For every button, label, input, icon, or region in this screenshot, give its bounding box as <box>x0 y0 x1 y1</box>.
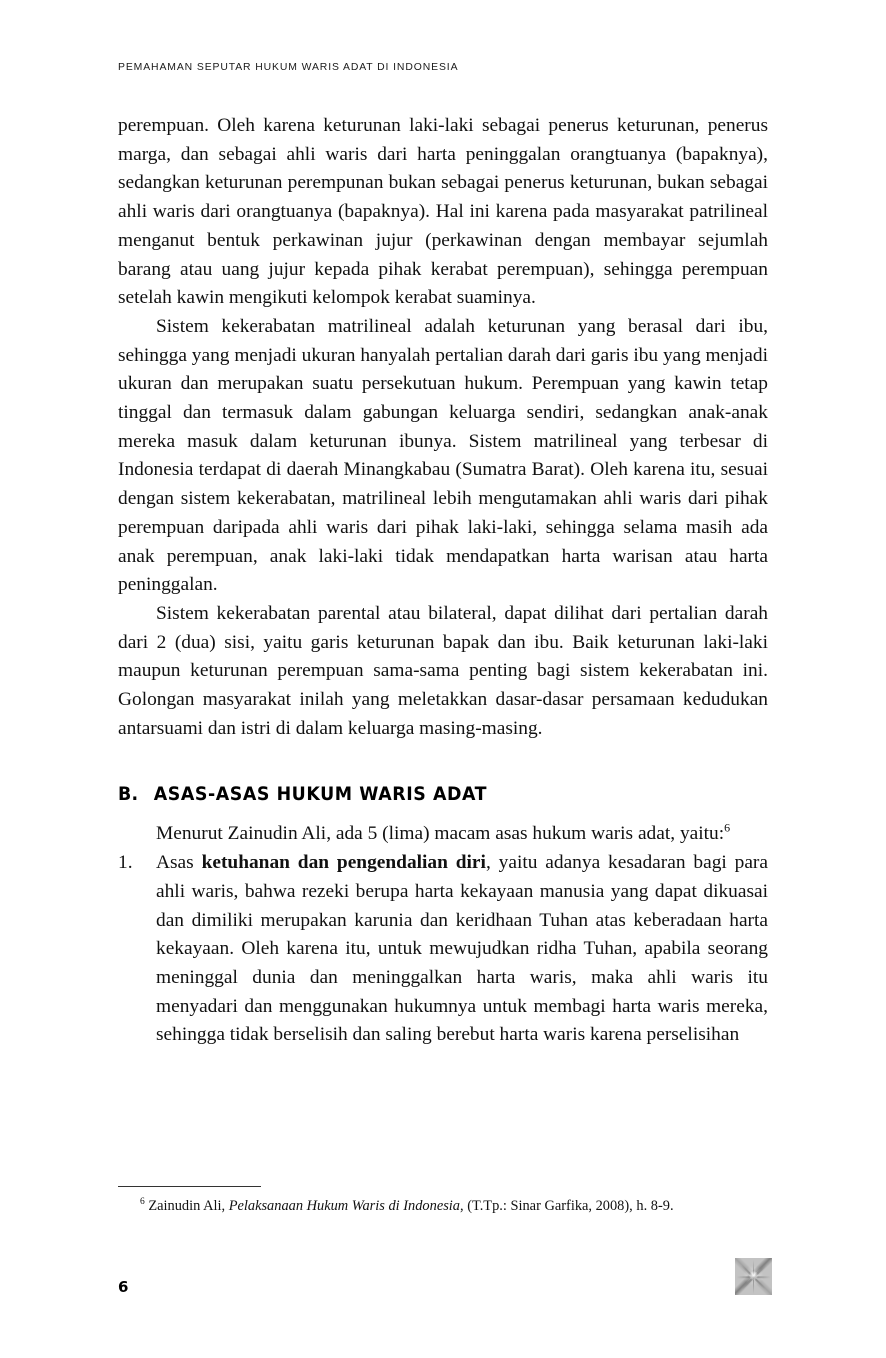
section-letter: B. <box>118 784 139 806</box>
list-item-body: , yaitu adanya kesadaran bagi para ahli waris, bahwa rezeki berupa harta kekayaan manusia yang dapat dikuasai dan dimiliki merupakan karunia dan keridhaan Tuhan atas keberadaan harta kekayaan. Oleh karena itu, untuk mewujudkan ridha Tuhan, apabila seorang meninggal dunia dan meninggalkan harta waris, maka ahli waris itu menyadari dan menggunakan hukumnya untuk membagi harta waris mereka, sehingga tidak berselisih dan saling berebut harta waris karena perselisihan <box>156 852 769 1046</box>
section-title: ASAS-ASAS HUKUM WARIS ADAT <box>153 784 488 806</box>
page-number: 6 <box>118 1278 129 1296</box>
section-intro-paragraph <box>118 805 768 849</box>
footnote-reference-marker: 6 <box>724 821 731 835</box>
section-intro-text: Menurut Zainudin Ali, ada 5 (lima) macam asas hukum waris adat, yaitu: <box>156 823 725 845</box>
footnote-number: 6 <box>140 1197 145 1208</box>
footnote-block <box>118 1186 768 1217</box>
footnote-separator-rule <box>118 1186 261 1187</box>
paragraph-patrilineal: perempuan. Oleh karena keturunan laki-laki sebagai penerus keturunan, penerus marga, dan sebagai ahli waris dari harta peninggalan orangtuanya (bapaknya), sedangkan keturunan perempunan bukan sebagai penerus keturunan, bukan sebagai ahli waris dari orangtuanya (bapaknya). Hal ini karena pada masyarakat patrilineal menganut bentuk perkawinan jujur (perkawinan dengan membayar sejumlah barang atau uang jujur kepada pihak kerabat perempuan), sehingga perempuan setelah kawin mengikuti kelompok kerabat suaminya. <box>118 115 768 309</box>
publisher-watermark-icon <box>735 1258 772 1295</box>
list-item-bold-term: ketuhanan dan pengendalian diri <box>201 852 486 874</box>
paragraph-parental: Sistem kekerabatan parental atau bilateral, dapat dilihat dari pertalian darah dari 2 (dua) sisi, yaitu garis keturunan bapak dan ibu. Baik keturunan laki-laki maupun keturunan perempuan sama-sama penting bagi sistem kekerabatan ini. Golongan masyarakat inilah yang meletakkan dasar-dasar persamaan kedudukan antarsuami dan istri di dalam keluarga masing-masing. <box>118 602 768 739</box>
running-head: PEMAHAMAN SEPUTAR HUKUM WARIS ADAT DI INDONESIA <box>118 62 459 73</box>
list-item-lead-in: Asas <box>156 852 202 874</box>
main-text-column <box>118 112 768 1050</box>
footnote-author: Zainudin Ali, <box>144 1198 229 1214</box>
footnote-title: Pelaksanaan Hukum Waris di Indonesia <box>228 1198 460 1214</box>
paragraph-matrilineal: Sistem kekerabatan matrilineal adalah keturunan yang berasal dari ibu, sehingga yang menjadi ukuran hanyalah pertalian darah dari garis ibu yang menjadi ukuran dan merupakan suatu persekutuan hukum. Perempuan yang kawin tetap tinggal dan termasuk dalam gabungan keluarga sendiri, sedangkan anak-anak mereka masuk dalam keturunan ibunya. Sistem matrilineal yang terbesar di Indonesia terdapat di daerah Minangkabau (Sumatra Barat). Oleh karena itu, sesuai dengan sistem kekerabatan, matrilineal lebih mengutamakan ahli waris dari pihak perempuan daripada ahli waris dari pihak laki-laki, sehingga selama masih ada anak perempuan, anak laki-laki tidak mendapatkan harta warisan atau harta peninggalan. <box>118 315 768 596</box>
asas-list <box>118 849 768 1050</box>
footnote-entry <box>118 1196 768 1217</box>
list-item <box>118 849 768 1050</box>
footnote-publication: , (T.Tp.: Sinar Garfika, 2008), h. 8-9. <box>460 1198 674 1214</box>
list-item-number: 1. <box>118 852 133 874</box>
section-heading-b <box>118 743 729 805</box>
